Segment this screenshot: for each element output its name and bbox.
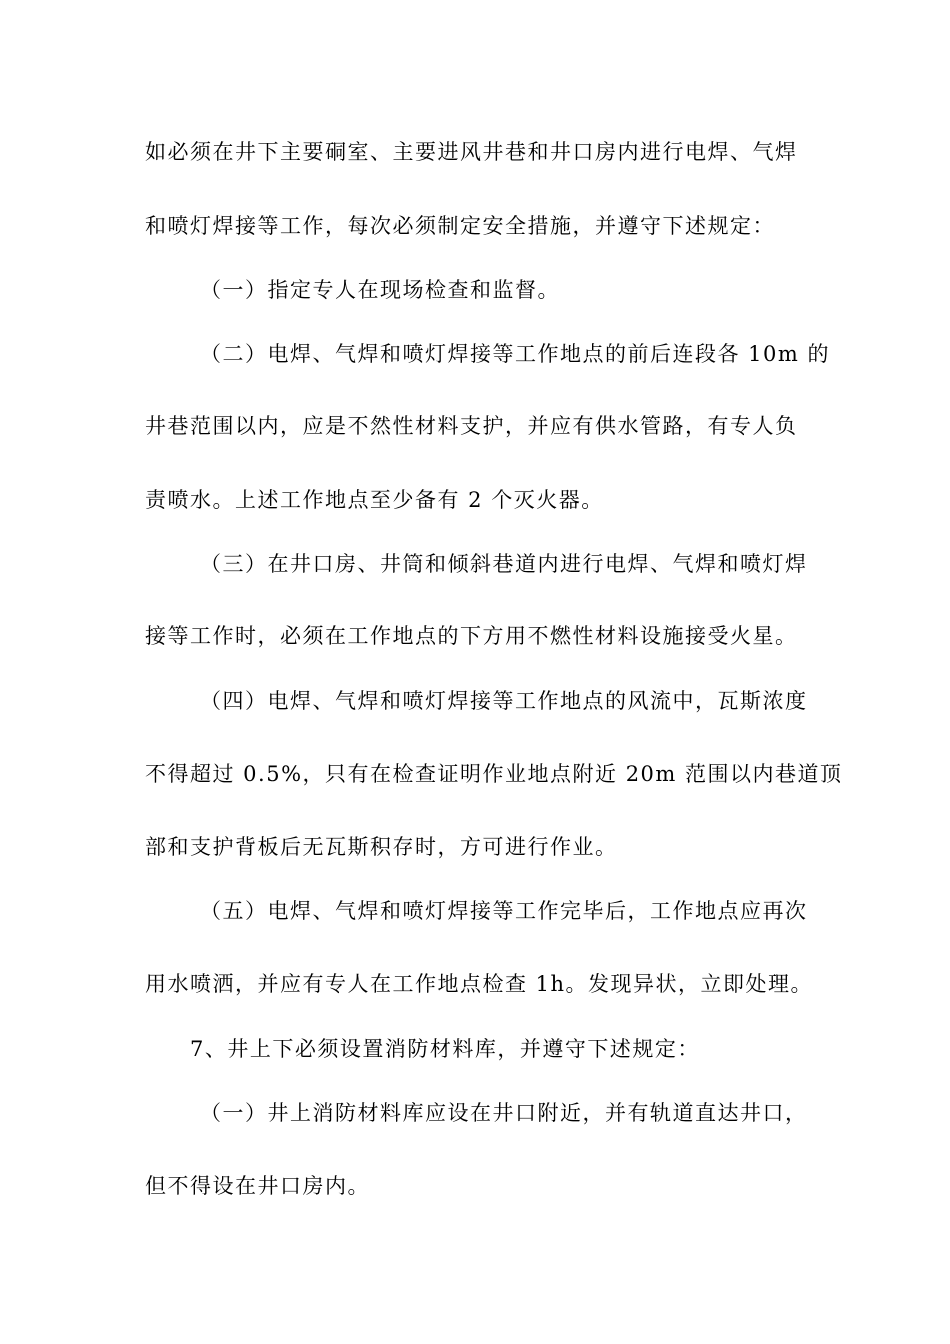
- paragraph-line-7: （三）在井口房、井筒和倾斜巷道内进行电焊、气焊和喷灯焊: [200, 552, 808, 576]
- paragraph-line-11: 部和支护背板后无瓦斯积存时，方可进行作业。: [145, 835, 618, 859]
- paragraph-line-14: 7、井上下必须设置消防材料库，并遵守下述规定：: [190, 1037, 700, 1061]
- paragraph-line-6: 责喷水。上述工作地点至少备有 2 个灭火器。: [145, 488, 604, 512]
- paragraph-line-10: 不得超过 0.5%，只有在检查证明作业地点附近 20m 范围以内巷道顶: [145, 762, 843, 786]
- paragraph-line-4: （二）电焊、气焊和喷灯焊接等工作地点的前后连段各 10m 的: [200, 342, 830, 366]
- paragraph-line-3: （一）指定专人在现场检查和监督。: [200, 278, 560, 302]
- paragraph-line-1: 如必须在井下主要硐室、主要进风井巷和井口房内进行电焊、气焊: [145, 140, 798, 164]
- paragraph-line-16: 但不得设在井口房内。: [145, 1174, 370, 1198]
- paragraph-line-2: 和喷灯焊接等工作，每次必须制定安全措施，并遵守下述规定：: [145, 214, 775, 238]
- paragraph-line-15: （一）井上消防材料库应设在井口附近，并有轨道直达井口，: [200, 1101, 808, 1125]
- paragraph-line-12: （五）电焊、气焊和喷灯焊接等工作完毕后，工作地点应再次: [200, 899, 808, 923]
- paragraph-line-9: （四）电焊、气焊和喷灯焊接等工作地点的风流中，瓦斯浓度: [200, 689, 808, 713]
- paragraph-line-8: 接等工作时，必须在工作地点的下方用不燃性材料设施接受火星。: [145, 624, 798, 648]
- paragraph-line-5: 井巷范围以内，应是不然性材料支护，并应有供水管路，有专人负: [145, 414, 798, 438]
- paragraph-line-13: 用水喷洒，并应有专人在工作地点检查 1h。发现异状，立即处理。: [145, 972, 814, 996]
